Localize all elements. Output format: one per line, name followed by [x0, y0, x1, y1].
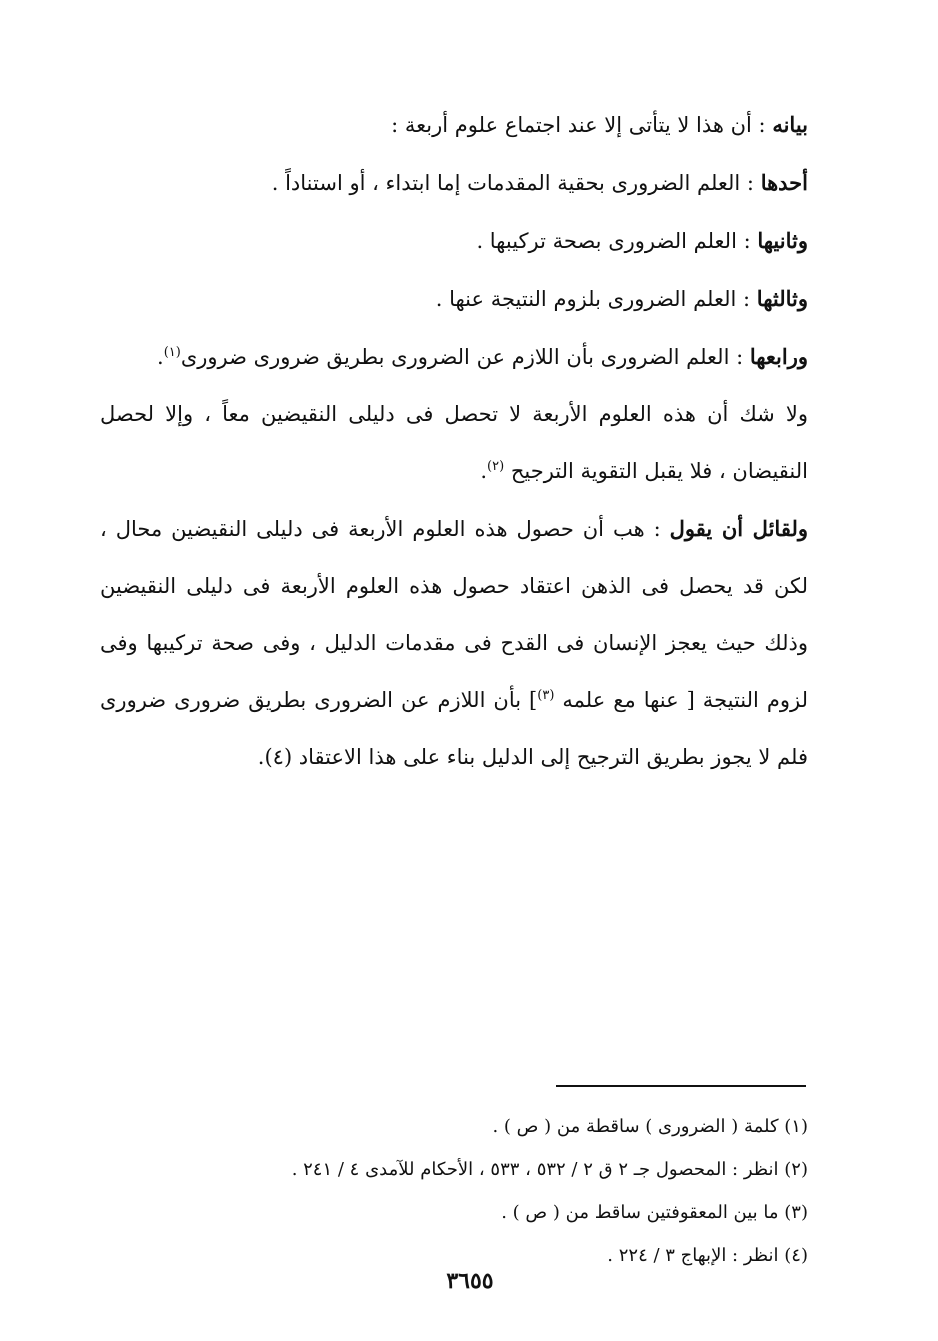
paragraph-lead: وثانيها: [757, 228, 808, 253]
footnote-3: (٣) ما بين المعقوفتين ساقط من ( ص ) .: [501, 1202, 808, 1223]
paragraph-lead: ورابعها: [749, 344, 808, 369]
paragraph-fourth: [100, 328, 808, 386]
paragraph-lead: ولقائل أن يقول: [669, 516, 808, 541]
paragraph-lead: وثالثها: [756, 286, 808, 311]
paragraph-second: [100, 212, 808, 270]
footnote-2: (٢) انظر : المحصول جـ ٢ ق ٢ / ٥٣٢ ، ٥٣٣ ، الأحكام للآمدى ٤ / ٢٤١ .: [291, 1159, 808, 1180]
paragraph-lead: بيانه: [772, 112, 808, 137]
paragraph-text: : العلم الضرورى بحقية المقدمات إما ابتداء ، أو استناداً .: [271, 171, 761, 195]
paragraph-bayanuh: [100, 96, 808, 154]
paragraph-tail: .: [480, 459, 487, 483]
paragraph-text: : أن هذا لا يتأتى إلا عند اجتماع علوم أربعة :: [391, 113, 773, 137]
paragraph-text: ولا شك أن هذه العلوم الأربعة لا تحصل فى دليلى النقيضين معاً ، وإلا لحصل النقيضان ، فلا يقبل التقوية الترجيح: [100, 402, 808, 483]
paragraph-lead: أحدها: [760, 170, 808, 195]
main-text: [100, 96, 808, 786]
footnote-1: (١) كلمة ( الضرورى ) ساقطة من ( ص ) .: [492, 1116, 808, 1137]
footnote-4: (٤) انظر : الإبهاج ٣ / ٢٢٤ .: [607, 1245, 808, 1266]
paragraph-text: : العلم الضرورى بلزوم النتيجة عنها .: [435, 287, 757, 311]
paragraph-text: : العلم الضرورى بصحة تركيبها .: [476, 229, 758, 253]
footnote-reference: (١): [163, 345, 181, 360]
paragraph-tail: ] بأن اللازم عن الضرورى بطريق ضرورى ضرورى فلم لا يجوز بطريق الترجيح إلى الدليل بناء على هذا الاعتقاد (٤).: [100, 688, 808, 769]
paragraph-text: : العلم الضرورى بأن اللازم عن الضرورى بطريق ضرورى ضرورى: [180, 345, 750, 369]
paragraph-text: : هب أن حصول هذه العلوم الأربعة فى دليلى النقيضين محال ، لكن قد يحصل فى الذهن اعتقاد حصول هذه العلوم الأربعة فى دليلى النقيضين وذلك حيث يعجز الإنسان فى القدح فى مقدمات الدليل ، وفى صحة تركيبها وفى لزوم النتيجة [ عنها مع علمه: [100, 517, 808, 712]
paragraph-no-doubt: [100, 386, 808, 500]
footnote-separator: [556, 1085, 806, 1087]
footnote-reference: (٣): [537, 688, 555, 703]
paragraph-tail: .: [157, 345, 164, 369]
footnotes: [140, 1105, 808, 1277]
page-number: ٣٦٥٥: [446, 1268, 494, 1294]
footnote-reference: (٢): [487, 459, 505, 474]
paragraph-objection: [100, 500, 808, 786]
paragraph-third: [100, 270, 808, 328]
paragraph-first: [100, 154, 808, 212]
